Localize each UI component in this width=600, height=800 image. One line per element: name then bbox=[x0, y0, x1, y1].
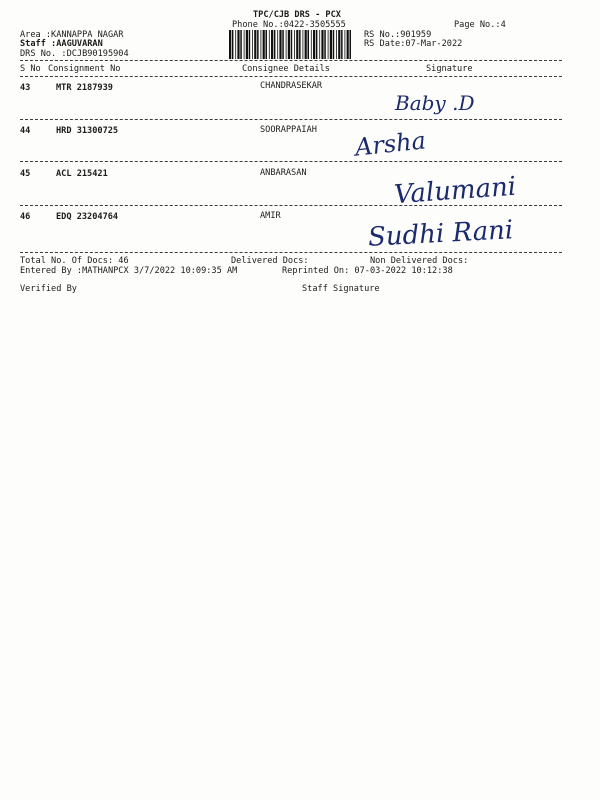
reprinted-on: Reprinted On: 07-03-2022 10:12:38 bbox=[282, 266, 453, 276]
barcode bbox=[229, 30, 353, 59]
column-header-signature: Signature bbox=[426, 64, 473, 74]
rs-date: RS Date:07-Mar-2022 bbox=[364, 39, 463, 49]
staff-label: Staff :AAGUVARAN bbox=[20, 39, 103, 49]
total-docs: Total No. Of Docs: 46 bbox=[20, 256, 129, 266]
divider bbox=[20, 60, 562, 61]
divider bbox=[20, 205, 562, 206]
divider bbox=[20, 119, 562, 120]
column-header-consignment: Consignment No bbox=[48, 64, 121, 74]
row-consignee: SOORAPPAIAH bbox=[260, 125, 317, 135]
signature-row-45: Valumani bbox=[393, 171, 518, 211]
row-consignment: EDQ 23204764 bbox=[56, 212, 119, 222]
page-number: Page No.:4 bbox=[454, 20, 506, 30]
row-sno: 46 bbox=[20, 212, 31, 222]
signature-row-46: Sudhi Rani bbox=[367, 215, 514, 253]
row-consignment: MTR 2187939 bbox=[56, 83, 113, 93]
delivered-docs: Delivered Docs: bbox=[231, 256, 309, 266]
row-sno: 45 bbox=[20, 169, 31, 179]
document-title: TPC/CJB DRS - PCX bbox=[253, 10, 341, 20]
divider bbox=[20, 161, 562, 162]
signature-row-43: Baby .D bbox=[395, 91, 475, 115]
row-consignee: ANBARASAN bbox=[260, 168, 307, 178]
row-consignee: CHANDRASEKAR bbox=[260, 81, 323, 91]
column-header-sno: S No bbox=[20, 64, 41, 74]
row-sno: 43 bbox=[20, 83, 31, 93]
row-sno: 44 bbox=[20, 126, 31, 136]
column-header-consignee: Consignee Details bbox=[242, 64, 330, 74]
area-label: Area :KANNAPPA NAGAR bbox=[20, 30, 124, 40]
divider bbox=[20, 252, 562, 253]
rs-number: RS No.:901959 bbox=[364, 30, 432, 40]
entered-by: Entered By :MATHANPCX 3/7/2022 10:09:35 AM bbox=[20, 266, 238, 276]
divider bbox=[20, 76, 562, 77]
phone-number: Phone No.:0422-3505555 bbox=[232, 20, 346, 30]
verified-by: Verified By bbox=[20, 284, 77, 294]
signature-row-44: Arsha bbox=[353, 126, 428, 162]
row-consignment: HRD 31300725 bbox=[56, 126, 119, 136]
row-consignee: AMIR bbox=[260, 211, 281, 221]
drs-number: DRS No. :DCJB90195904 bbox=[20, 49, 129, 59]
non-delivered-docs: Non Delivered Docs: bbox=[370, 256, 469, 266]
row-consignment: ACL 215421 bbox=[56, 169, 108, 179]
staff-signature: Staff Signature bbox=[302, 284, 380, 294]
